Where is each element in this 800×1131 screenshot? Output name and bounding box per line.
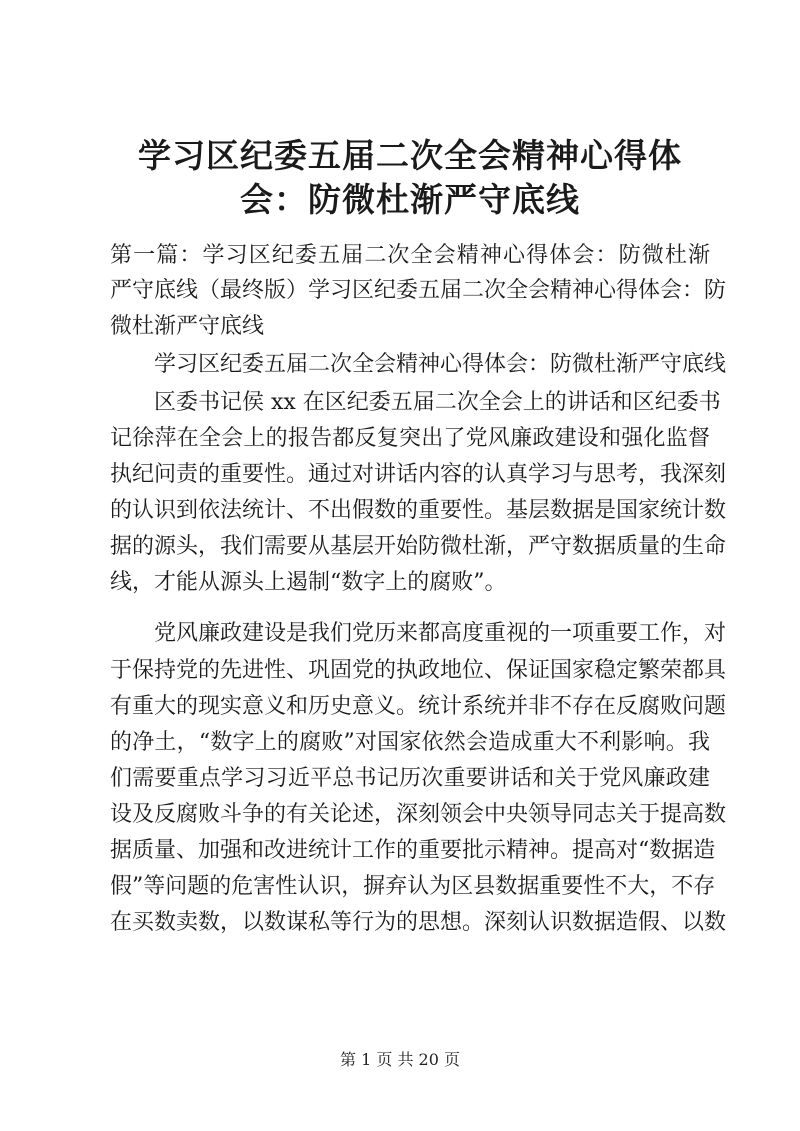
text-line: 于保持党的先进性、巩固党的执政地位、保证国家稳定繁荣都具 — [110, 658, 727, 683]
text-line: 据的源头，我们需要从基层开始防微杜渐，严守数据质量的生命 — [110, 534, 727, 559]
text-line: 们需要重点学习习近平总书记历次重要讲话和关于党风廉政建 — [110, 766, 710, 791]
text-line: 学习区纪委五届二次全会精神心得体会：防微杜渐严守底线 — [154, 352, 727, 377]
text-line: 的认识到依法统计、不出假数的重要性。基层数据是国家统计数 — [110, 498, 727, 523]
text-line: 设及反腐败斗争的有关论述，深刻领会中央领导同志关于提高数 — [110, 802, 727, 827]
text-line: 线，才能从源头上遏制“数字上的腐败”。 — [110, 570, 507, 595]
text-line: 严守底线（最终版）学习区纪委五届二次全会精神心得体会：防 — [110, 278, 727, 303]
text-line: 在买数卖数，以数谋私等行为的思想。深刻认识数据造假、以数 — [110, 910, 727, 935]
text-line: 据质量、加强和改进统计工作的重要批示精神。提高对“数据造 — [110, 838, 716, 863]
text-line: 党风廉政建设是我们党历来都高度重视的一项重要工作，对 — [154, 621, 727, 646]
text-line: 微杜渐严守底线 — [110, 314, 265, 339]
page-number: 第 1 页 共 20 页 — [340, 1050, 460, 1069]
text-line: 假”等问题的危害性认识，摒弃认为区县数据重要性不大，不存 — [110, 874, 716, 899]
text-line: 的净土，“数字上的腐败”对国家依然会造成重大不利影响。我 — [110, 730, 710, 755]
text-line: 区委书记侯 xx 在区纪委五届二次全会上的讲话和区纪委书 — [154, 390, 721, 415]
text-line: 有重大的现实意义和历史意义。统计系统并非不存在反腐败问题 — [110, 694, 727, 719]
text-line: 执纪问责的重要性。通过对讲话内容的认真学习与思考，我深刻 — [110, 462, 727, 487]
text-line: 记徐萍在全会上的报告都反复突出了党风廉政建设和强化监督 — [110, 426, 710, 451]
document-title: 学习区纪委五届二次全会精神心得体会：防微杜渐严守底线 — [138, 136, 682, 219]
text-line: 第一篇：学习区纪委五届二次全会精神心得体会：防微杜渐 — [110, 243, 710, 268]
